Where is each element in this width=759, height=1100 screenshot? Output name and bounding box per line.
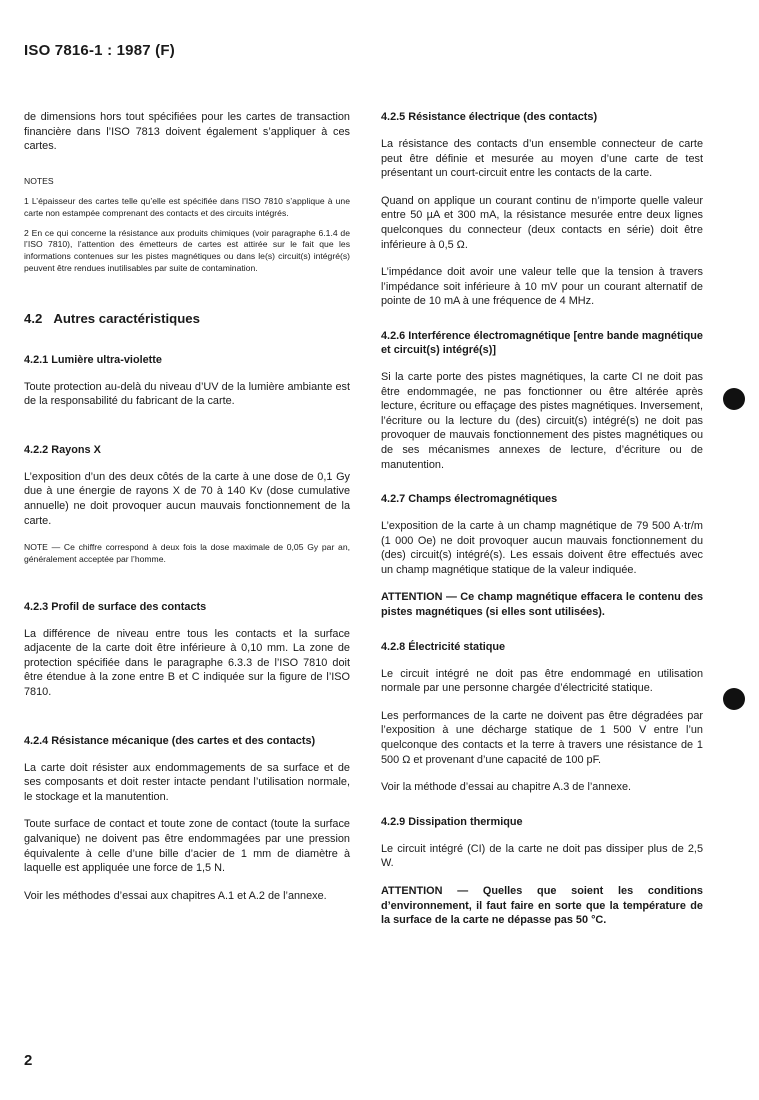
section-4-2-2-heading: 4.2.2 Rayons X bbox=[24, 443, 101, 456]
section-4-2-3-heading: 4.2.3 Profil de surface des contacts bbox=[24, 600, 207, 613]
page-number: 2 bbox=[24, 1052, 33, 1069]
section-4-2-3-paragraph: La différence de niveau entre tous les contacts et la surface adjacente de la carte doit être inférieure à 0,10 mm. La zone de protection spécifiée dans le paragraphe 6.3.3 de l’ISO 7810 doit être étendue à la zone entre B et C indiquée sur la figure de l’ISO 7810. bbox=[24, 627, 350, 698]
section-4-2-heading bbox=[24, 311, 350, 327]
section-4-2-2-paragraph: L’exposition d’un des deux côtés de la carte à une dose de 0,1 Gy due à une énergie de rayons X de 70 à 140 Kv (dose cumulative annuelle) ne doit provoquer aucun mauvais fonctionnement de la carte. bbox=[24, 470, 350, 527]
section-4-2-7-heading: 4.2.7 Champs électromagnétiques bbox=[381, 493, 558, 506]
section-4-2-4-heading: 4.2.4 Résistance mécanique (des cartes et des contacts) bbox=[24, 734, 316, 747]
intro-paragraph: de dimensions hors tout spécifiées pour les cartes de transaction financière dans l’ISO 7813 doivent également s’appliquer à ces cartes. bbox=[24, 111, 350, 153]
section-4-2-8-paragraph-1: Le circuit intégré ne doit pas être endommagé en utilisation normale par une personne chargée d’électricité statique. bbox=[381, 667, 703, 695]
section-4-2-6-heading: 4.2.6 Interférence électromagnétique [entre bande magnétique et circuit(s) intégré(s)] bbox=[381, 329, 703, 356]
right-column bbox=[381, 110, 703, 928]
note-1: 1 L’épaisseur des cartes telle qu’elle est spécifiée dans l’ISO 7810 s’applique à une carte non estampée comprenant des contacts et des circuits intégrés. bbox=[24, 196, 350, 219]
document-header: ISO 7816-1 : 1987 (F) bbox=[24, 42, 175, 59]
section-4-2-7-paragraph: L’exposition de la carte à un champ magnétique de 79 500 A·tr/m (1 000 Oe) ne doit provoquer aucun mauvais fonctionnement du (des) circuit(s) intégré(s). Les essais doivent être effectués avec un champ magnétique statique de la valeur indiquée. bbox=[381, 520, 703, 576]
section-4-2-9-paragraph: Le circuit intégré (CI) de la carte ne doit pas dissiper plus de 2,5 W. bbox=[381, 842, 703, 870]
section-4-2-9-heading: 4.2.9 Dissipation thermique bbox=[381, 815, 523, 828]
section-4-2-4-paragraph-2: Toute surface de contact et toute zone de contact (toute la surface galvanique) ne doivent pas être endommagées par une pression équivalente à celle d’une bille d’acier de 1 mm de diamètre à laquelle est appliquée une force de 1,5 N. bbox=[24, 818, 350, 875]
section-4-2-title: Autres caractéristiques bbox=[53, 310, 200, 326]
section-4-2-9-attention: ATTENTION — Quelles que soient les conditions d’environnement, il faut faire en sorte que la température de la surface de la carte ne dépasse pas 50 °C. bbox=[381, 885, 703, 927]
section-4-2-5-heading: 4.2.5 Résistance électrique (des contacts) bbox=[381, 111, 598, 123]
section-4-2-1-paragraph: Toute protection au-delà du niveau d’UV de la lumière ambiante est de la responsabilité du fabricant de la carte. bbox=[24, 380, 350, 408]
change-marker-bullet bbox=[723, 388, 745, 410]
section-4-2-number: 4.2 bbox=[24, 310, 43, 326]
section-4-2-5-paragraph-2: Quand on applique un courant continu de n’importe quelle valeur entre 50 µA et 300 mA, la résistance mesurée entre deux lignes quelconques du connecteur (deux contacts en série) doit être inférieure à 0,5 Ω. bbox=[381, 194, 703, 251]
section-4-2-5-paragraph-1: La résistance des contacts d’un ensemble connecteur de carte peut être définie et mesurée au moyen d’une carte de test présentant un court-circuit entre les contacts de la carte. bbox=[381, 138, 703, 180]
section-4-2-7-attention: ATTENTION — Ce champ magnétique effacera le contenu des pistes magnétiques (si elles sont utilisées). bbox=[381, 591, 703, 619]
section-4-2-8-heading: 4.2.8 Électricité statique bbox=[381, 640, 506, 653]
change-marker-bullet bbox=[723, 688, 745, 710]
left-column bbox=[24, 110, 350, 903]
section-4-2-4-paragraph-3: Voir les méthodes d’essai aux chapitres A.1 et A.2 de l’annexe. bbox=[24, 889, 327, 902]
section-4-2-5-paragraph-3: L’impédance doit avoir une valeur telle que la tension à travers l’impédance soit inférieure à 10 mV pour un courant alternatif de pointe de 10 mA à une fréquence de 4 MHz. bbox=[381, 266, 703, 308]
section-4-2-1-heading: 4.2.1 Lumière ultra-violette bbox=[24, 353, 162, 366]
note-2: 2 En ce qui concerne la résistance aux produits chimiques (voir paragraphe 6.1.4 de l’ISO 7810), l’attention des émetteurs de cartes est attirée sur le fait que les informations contenues sur les pistes magnétiques ou dans le(s) circuit(s) intégré(s) peuvent être rendues inutilisables par suite de contamination. bbox=[24, 227, 350, 273]
section-4-2-4-paragraph-1: La carte doit résister aux endommagements de sa surface et de ses composants et doit rester intacte pendant l’utilisation normale, le stockage et la manutention. bbox=[24, 761, 350, 803]
section-4-2-2-note: NOTE — Ce chiffre correspond à deux fois la dose maximale de 0,05 Gy par an, généralement acceptée par l’homme. bbox=[24, 542, 350, 564]
section-4-2-8-paragraph-2: Les performances de la carte ne doivent pas être dégradées par l’exposition à une décharge statique de 1 500 V entre l’un quelconque des contacts et la terre à travers une résistance de 1 500 Ω et provenant d’une capacité de 100 pF. bbox=[381, 709, 703, 766]
notes-label: NOTES bbox=[24, 175, 54, 186]
section-4-2-8-paragraph-3: Voir la méthode d’essai au chapitre A.3 de l’annexe. bbox=[381, 781, 632, 794]
section-4-2-6-paragraph: Si la carte porte des pistes magnétiques, la carte CI ne doit pas être endommagée, ne pas fonctionner ou être altérée après lecture, écriture ou effaçage des pistes magnétiques. Inversement, l’écriture ou la lecture du (des) circuit(s) intégré(s) ne doit pas provoquer de mauvais fonctionnement des pistes magnétiques ou de ses mécanismes annexes de lecture, d’écriture ou de manutention. bbox=[381, 370, 703, 471]
